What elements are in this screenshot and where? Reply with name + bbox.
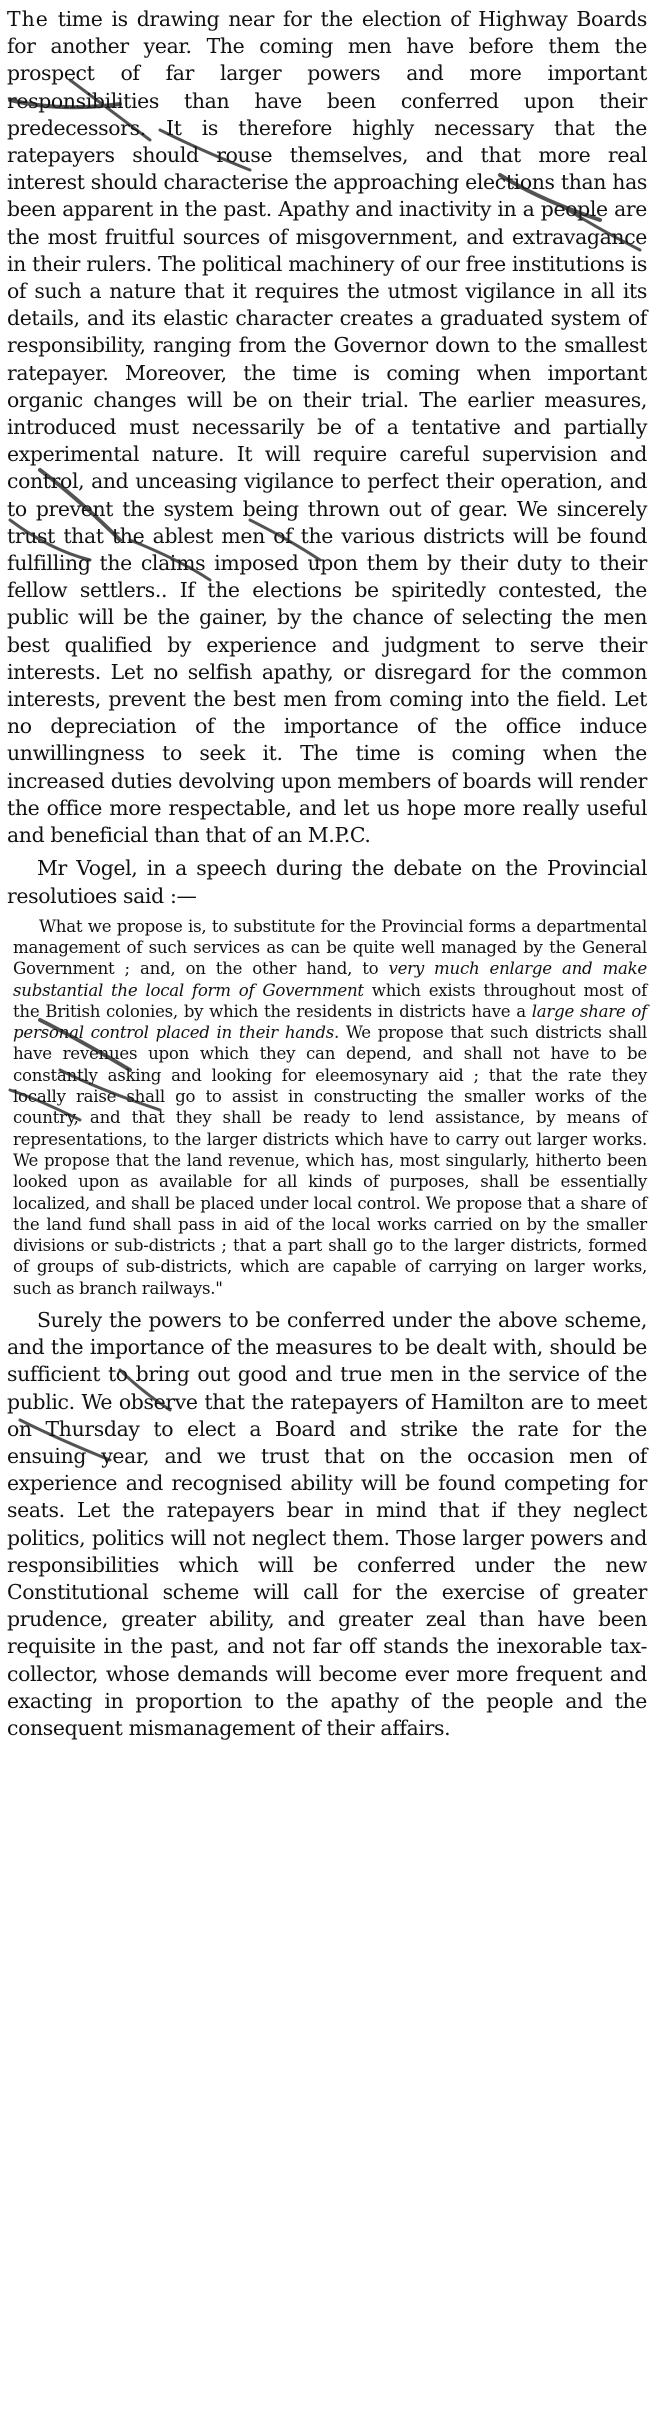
vogel-quote — [7, 916, 647, 1299]
article-paragraph-1 — [7, 6, 647, 849]
lead-word: The — [7, 7, 49, 31]
quote-text-2: which exists throughout most of the British colonies, by which the residents in districts have a — [13, 980, 647, 1021]
newspaper-article — [7, 6, 647, 1742]
paragraph-1-text: time is drawing near for the election of Highway Boards for another year. The coming men have before them the prospect of far larger powers and more important responsibilities than have been conferred upon their predecessors. It is therefore highly necessary that the ratepayers should rouse themselves, and that more real interest should characterise the approaching elections than has been apparent in the past. Apathy and inactivity in a people are the most fruitful sources of misgovernment, and extravagance in their rulers. The political machinery of our free institutions is of such a nature that it requires the utmost vigilance in all its details, and its elastic character creates a graduated system of responsibility, ranging from the Governor down to the smallest ratepayer. Moreover, the time is coming when important organic changes will be on their trial. The earlier measures, introduced must necessarily be of a tentative and partially experimental nature. It will require careful supervision and control, and unceasing vigilance to perfect their operation, and to prevent the system being thrown out of gear. We sincerely trust that the ablest men of the various districts will be found fulfilling the claims imposed upon them by their duty to their fellow settlers.. If the elections be spiritedly contested, the public will be the gainer, by the chance of selecting the men best qualified by experience and judgment to serve their interests. Let no selfish apathy, or disregard for the common interests, prevent the best men from coming into the field. Let no depreciation of the importance of the office induce unwillingness to seek it. The time is coming when the increased duties devolving upon members of boards will render the office more respectable, and let us hope more really useful and beneficial than that of an M.P.C. — [7, 7, 647, 848]
article-paragraph-2: Mr Vogel, in a speech during the debate on the Provincial resolutioes said :— — [7, 856, 647, 908]
quote-text-1: What we propose is, to substitute for the Provincial forms a departmental management of such services as can be quite well managed by the General Government ; and, on the other hand, to — [13, 916, 647, 979]
quote-emphasis-1: very much enlarge and make substantial the local form of Government — [13, 959, 647, 1000]
quote-emphasis-2: large share of personal control placed in their hands. — [13, 1001, 648, 1043]
quote-text-3: We propose that such districts shall have revenues upon which they can depend, and shall not have to be constantly asking and looking for eleemosynary aid ; that the rate they locally raise shall go to assist in constructing the smaller works of the country, and that they shall be ready to lend assistance, by means of representations, to the larger districts which have to carry out larger works. We propose that the land revenue, which has, most singularly, hitherto been looked upon as available for all kinds of purposes, shall be essentially localized, and shall be placed under local control. We propose that a share of the land fund shall pass in aid of the local works carried on by the smaller divisions or sub-districts ; that a part shall go to the larger districts, formed of groups of sub-districts, which are capable of carrying on larger works, such as branch railways." — [13, 1023, 647, 1298]
article-paragraph-3: Surely the powers to be conferred under the above scheme, and the importance of the measures to be dealt with, should be sufficient to bring out good and true men in the service of the public. We observe that the ratepayers of Hamilton are to meet on Thursday to elect a Board and strike the rate for the ensuing year, and we trust that on the occasion men of experience and recognised ability will be found competing for seats. Let the ratepayers bear in mind that if they neglect politics, politics will not neglect them. Those larger powers and responsibilities which will be conferred under the new Constitutional scheme will call for the exercise of greater prudence, greater ability, and greater zeal than have been requisite in the past, and not far off stands the inexorable tax-collector, whose demands will become ever more frequent and exacting in proportion to the apathy of the people and the consequent mismanagement of their affairs. — [7, 1308, 647, 1741]
